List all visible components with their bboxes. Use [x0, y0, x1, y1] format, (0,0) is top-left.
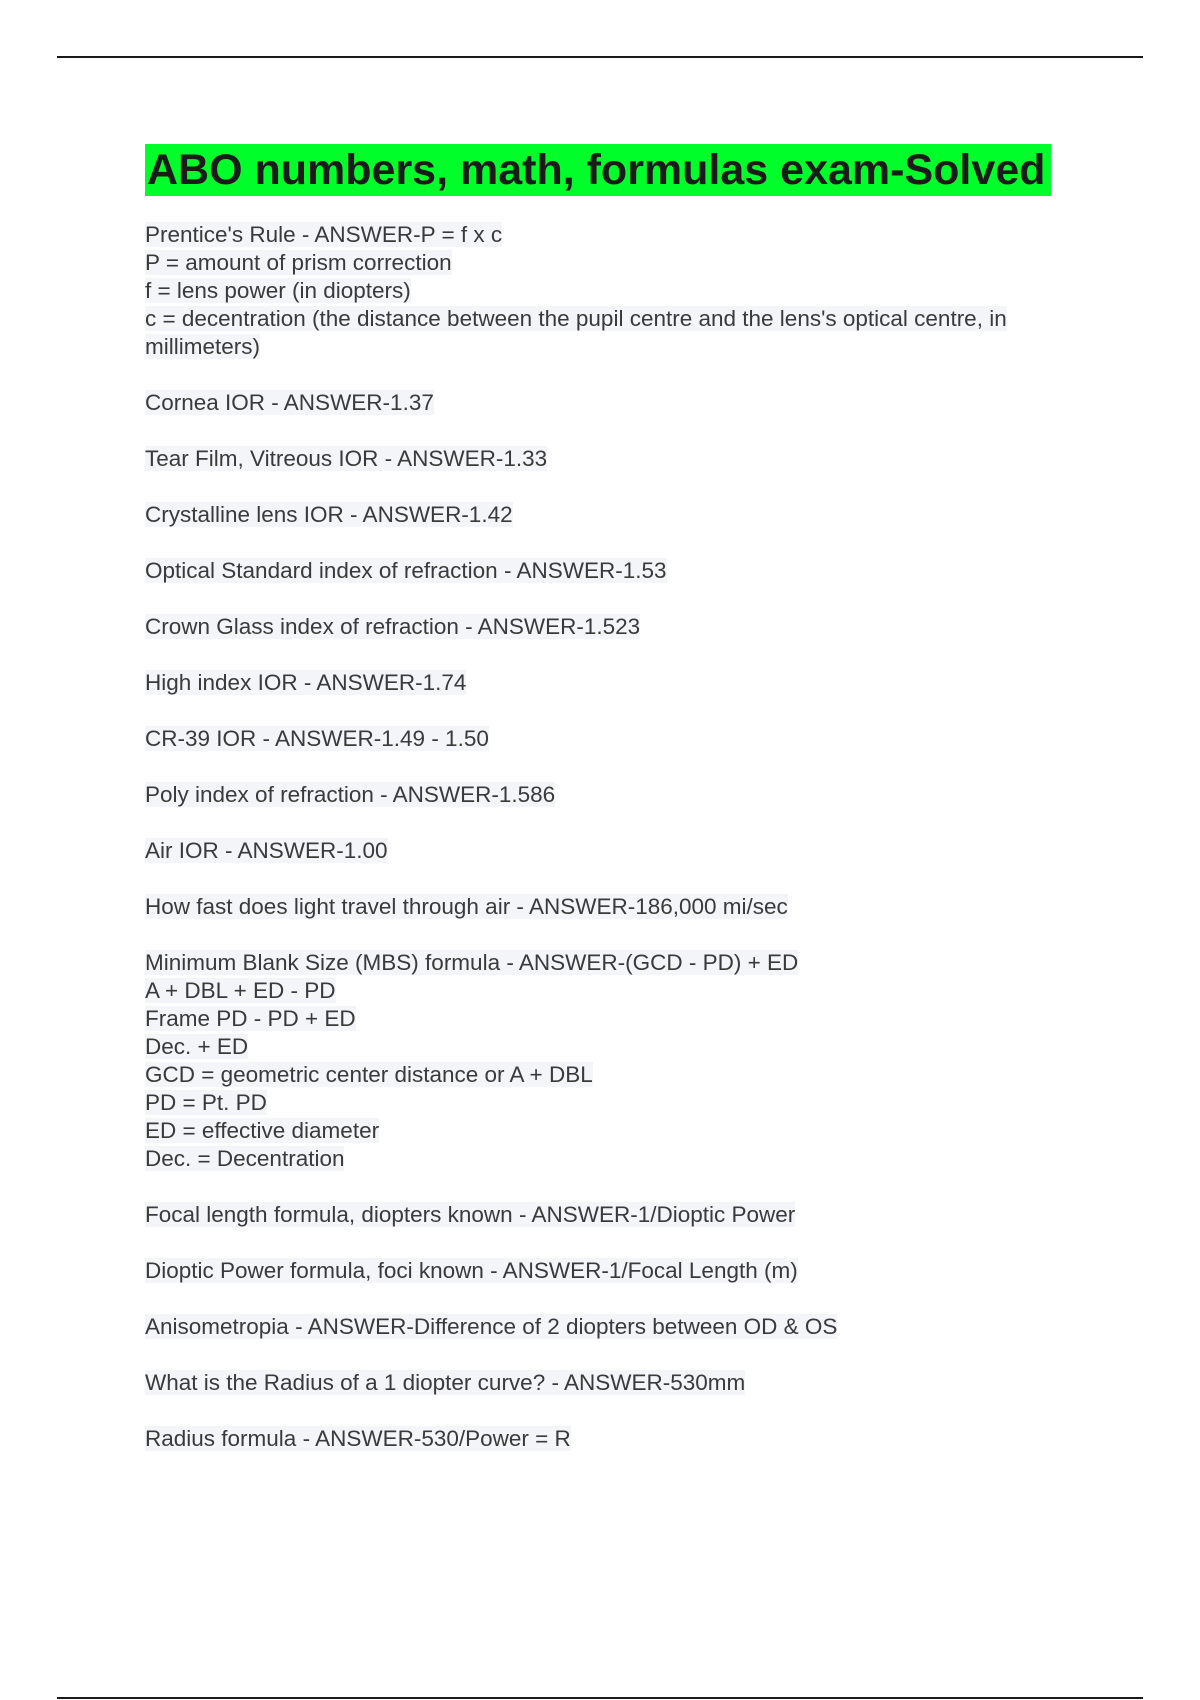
qa-line-text: millimeters): [145, 334, 260, 359]
qa-list: [145, 221, 1105, 1453]
qa-question-line: [145, 1369, 1105, 1397]
qa-question-line: [145, 613, 1105, 641]
qa-line-text: CR-39 IOR - ANSWER-1.49 - 1.50: [145, 726, 489, 751]
qa-line-text: Poly index of refraction - ANSWER-1.586: [145, 782, 556, 807]
qa-entry: [145, 669, 1105, 697]
qa-line-text: Radius formula - ANSWER-530/Power = R: [145, 1426, 571, 1451]
qa-question-line: [145, 669, 1105, 697]
qa-entry: [145, 1425, 1105, 1453]
qa-line-text: Air IOR - ANSWER-1.00: [145, 838, 388, 863]
qa-line-text: Minimum Blank Size (MBS) formula - ANSWER-(GCD - PD) + ED: [145, 950, 799, 975]
qa-question-line: [145, 1425, 1105, 1453]
qa-question-line: [145, 781, 1105, 809]
qa-question-line: [145, 949, 1105, 977]
qa-detail-line: [145, 1089, 1105, 1117]
qa-line-text: Optical Standard index of refraction - ANSWER-1.53: [145, 558, 667, 583]
qa-question-line: [145, 445, 1105, 473]
bottom-rule: [57, 1697, 1143, 1699]
qa-entry: [145, 445, 1105, 473]
qa-line-text: ED = effective diameter: [145, 1118, 380, 1143]
qa-detail-line: [145, 1033, 1105, 1061]
qa-line-text: Dec. + ED: [145, 1034, 249, 1059]
qa-line-text: GCD = geometric center distance or A + DBL: [145, 1062, 593, 1087]
qa-entry: [145, 837, 1105, 865]
qa-line-text: Crown Glass index of refraction - ANSWER-1.523: [145, 614, 641, 639]
qa-detail-line: [145, 1145, 1105, 1173]
qa-entry: [145, 893, 1105, 921]
qa-entry: [145, 501, 1105, 529]
qa-line-text: f = lens power (in diopters): [145, 278, 411, 303]
qa-question-line: [145, 893, 1105, 921]
qa-detail-line: [145, 1061, 1105, 1089]
qa-question-line: [145, 389, 1105, 417]
qa-line-text: Tear Film, Vitreous IOR - ANSWER-1.33: [145, 446, 548, 471]
qa-line-text: PD = Pt. PD: [145, 1090, 267, 1115]
top-rule: [57, 56, 1143, 58]
qa-line-text: Anisometropia - ANSWER-Difference of 2 diopters between OD & OS: [145, 1314, 838, 1339]
qa-line-text: Cornea IOR - ANSWER-1.37: [145, 390, 434, 415]
qa-line-text: How fast does light travel through air - ANSWER-186,000 mi/sec: [145, 894, 788, 919]
qa-line-text: Crystalline lens IOR - ANSWER-1.42: [145, 502, 513, 527]
qa-detail-line: [145, 277, 1105, 305]
document-title: ABO numbers, math, formulas exam-Solved: [145, 144, 1051, 196]
qa-question-line: [145, 501, 1105, 529]
qa-line-text: Dec. = Decentration: [145, 1146, 345, 1171]
qa-line-text: c = decentration (the distance between the pupil centre and the lens's optical centre, in: [145, 306, 1007, 331]
qa-entry: [145, 1257, 1105, 1285]
qa-entry: [145, 1201, 1105, 1229]
qa-line-text: Prentice's Rule - ANSWER-P = f x c: [145, 222, 503, 247]
qa-question-line: [145, 1201, 1105, 1229]
qa-entry: [145, 1369, 1105, 1397]
qa-question-line: [145, 725, 1105, 753]
qa-entry: [145, 613, 1105, 641]
qa-line-text: What is the Radius of a 1 diopter curve? - ANSWER-530mm: [145, 1370, 746, 1395]
qa-detail-line: [145, 977, 1105, 1005]
qa-line-text: Frame PD - PD + ED: [145, 1006, 356, 1031]
qa-entry: [145, 389, 1105, 417]
qa-line-text: High index IOR - ANSWER-1.74: [145, 670, 467, 695]
qa-detail-line: [145, 1005, 1105, 1033]
qa-entry: [145, 221, 1105, 361]
qa-line-text: Focal length formula, diopters known - ANSWER-1/Dioptic Power: [145, 1202, 796, 1227]
qa-entry: [145, 1313, 1105, 1341]
qa-question-line: [145, 837, 1105, 865]
qa-entry: [145, 557, 1105, 585]
qa-detail-line: [145, 333, 1105, 361]
qa-question-line: [145, 1313, 1105, 1341]
qa-question-line: [145, 1257, 1105, 1285]
qa-detail-line: [145, 305, 1105, 333]
qa-line-text: A + DBL + ED - PD: [145, 978, 336, 1003]
qa-detail-line: [145, 249, 1105, 277]
qa-entry: [145, 949, 1105, 1173]
document-body: [145, 144, 1105, 1481]
qa-question-line: [145, 557, 1105, 585]
qa-entry: [145, 781, 1105, 809]
qa-question-line: [145, 221, 1105, 249]
qa-entry: [145, 725, 1105, 753]
qa-line-text: Dioptic Power formula, foci known - ANSWER-1/Focal Length (m): [145, 1258, 798, 1283]
qa-detail-line: [145, 1117, 1105, 1145]
qa-line-text: P = amount of prism correction: [145, 250, 452, 275]
